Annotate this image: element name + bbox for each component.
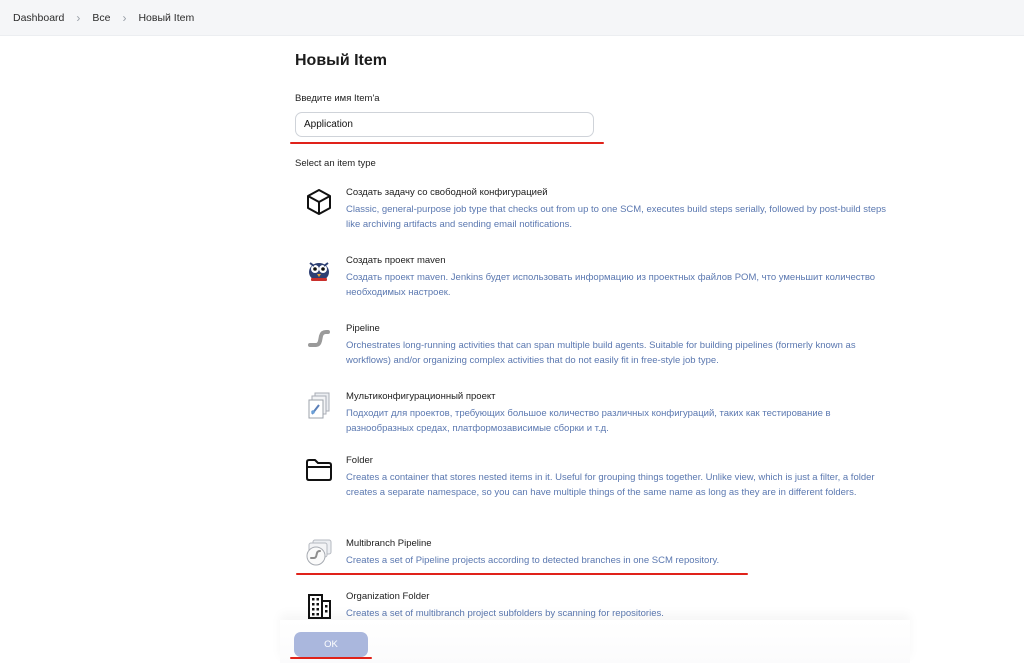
item-title: Organization Folder [346, 591, 430, 602]
item-type-freestyle[interactable] [300, 187, 900, 235]
item-description: Создать проект maven. Jenkins будет использовать информацию из проектных файлов POM, что уменьшит количество необходимых настроек. [346, 272, 876, 298]
item-type-maven[interactable] [300, 255, 900, 303]
multibranch-icon [304, 538, 334, 568]
annotation-underline [296, 573, 748, 575]
item-title: Multibranch Pipeline [346, 538, 432, 549]
organization-building-icon [304, 591, 334, 621]
item-description: Classic, general-purpose job type that checks out from up to one SCM, executes build steps serially, followed by post-build steps like archiving artifacts and sending email notifications. [346, 204, 887, 230]
ok-button[interactable]: OK [294, 632, 368, 657]
item-description: Creates a set of multibranch project subfolders by scanning for repositories. [346, 608, 664, 619]
folder-icon [304, 455, 334, 485]
item-description: Orchestrates long-running activities that can span multiple build agents. Suitable for building pipelines (formerly known as workflows) and/or organizing complex activities that do not easily fit in free-style job type. [346, 340, 856, 366]
item-title: Мультиконфигурационный проект [346, 391, 496, 402]
item-type-label: Select an item type [295, 158, 376, 169]
item-description: Creates a container that stores nested items in it. Useful for grouping things together. Unlike view, which is just a filter, a folder creates a separate namespace, so you can have multiple things of the same name as long as they are in different folders. [346, 472, 875, 498]
item-name-input[interactable] [295, 112, 594, 137]
breadcrumb-new-item[interactable]: Новый Item [138, 11, 195, 24]
breadcrumb-all[interactable]: Все [92, 11, 111, 24]
multi-config-icon [304, 391, 334, 421]
breadcrumb-dashboard[interactable]: Dashboard [13, 11, 65, 24]
item-type-organization-folder[interactable] [300, 591, 900, 621]
item-type-multibranch-pipeline[interactable] [300, 538, 900, 570]
item-type-multi-configuration[interactable] [300, 391, 900, 439]
footer-bar [280, 620, 910, 663]
breadcrumb [0, 0, 1024, 36]
maven-owl-icon [304, 255, 334, 285]
item-title: Pipeline [346, 323, 380, 334]
pipeline-icon [304, 323, 334, 353]
item-type-folder[interactable] [300, 455, 900, 519]
annotation-underline [290, 657, 372, 659]
item-title: Создать проект maven [346, 255, 446, 266]
chevron-right-icon: › [76, 10, 81, 25]
cube-icon [304, 187, 334, 217]
item-description: Creates a set of Pipeline projects according to detected branches in one SCM repository. [346, 555, 720, 566]
item-title: Создать задачу со свободной конфигурацией [346, 187, 548, 198]
chevron-right-icon: › [122, 10, 127, 25]
item-name-label: Введите имя Item'а [295, 93, 380, 104]
item-title: Folder [346, 455, 373, 466]
item-description: Подходит для проектов, требующих большое количество различных конфигураций, таких как тестирование в разнообразных средах, платформозависимые сборки и т.д. [346, 408, 831, 434]
annotation-underline [290, 142, 604, 144]
item-type-pipeline[interactable] [300, 323, 900, 371]
page-title: Новый Item [295, 52, 388, 69]
